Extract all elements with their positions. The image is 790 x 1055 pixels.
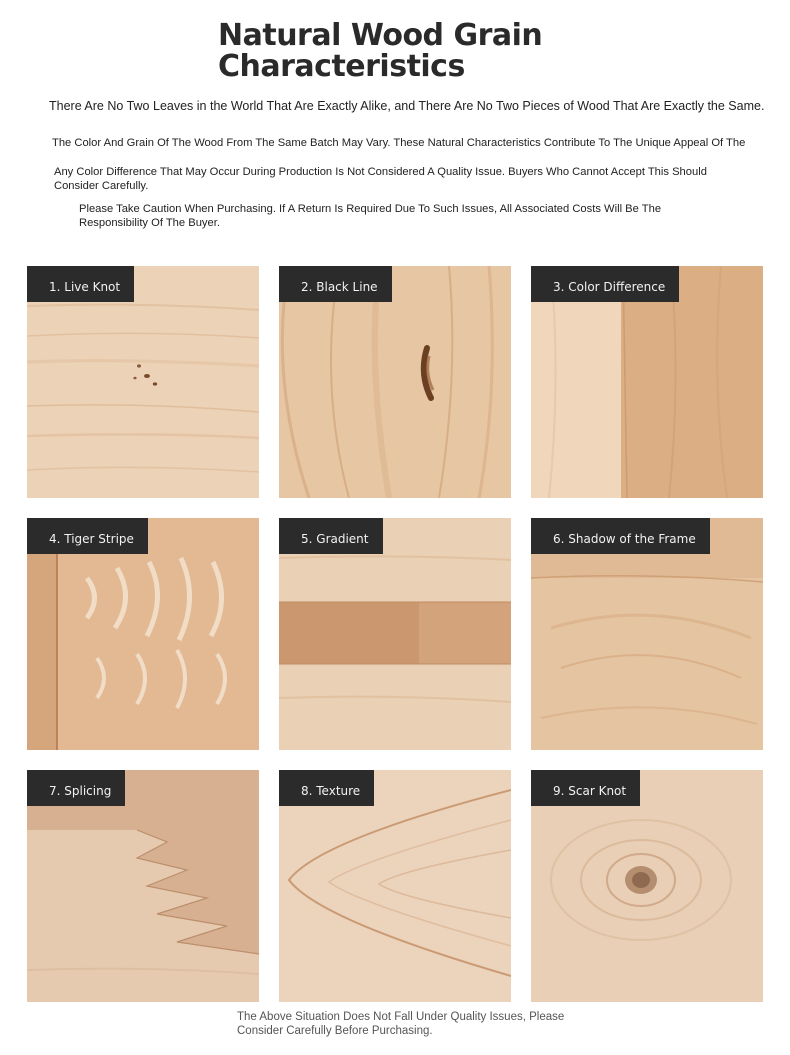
tile-label: 4. Tiger Stripe [27,518,148,554]
tile-tiger-stripe [27,518,259,750]
tile-texture [279,770,511,1002]
tile-label: 3. Color Difference [531,266,679,302]
tile-gradient [279,518,511,750]
tile-label: 6. Shadow of the Frame [531,518,710,554]
tile-label: 1. Live Knot [27,266,134,302]
tile-label: 9. Scar Knot [531,770,640,806]
tile-label: 7. Splicing [27,770,125,806]
intro-line-1: There Are No Two Leaves in the World That Are Exactly Alike, and There Are No Two Pieces of Wood That Are Exactly the Same. [49,99,765,113]
intro-line-3: Any Color Difference That May Occur During Production Is Not Considered A Quality Issue. Buyers Who Cannot Accept This Should Consider Carefully. [54,166,707,192]
tile-live-knot [27,266,259,498]
tile-scar-knot [531,770,763,1002]
intro-line-2: The Color And Grain Of The Wood From The Same Batch May Vary. These Natural Characteristics Contribute To The Unique Appeal Of The [52,137,746,149]
page-title: Natural Wood Grain Characteristics [218,18,543,84]
tile-label: 2. Black Line [279,266,392,302]
wood-sample-grid [27,266,763,1002]
tile-shadow-of-the-frame [531,518,763,750]
tile-color-difference [531,266,763,498]
tile-label: 8. Texture [279,770,374,806]
intro-line-4: Please Take Caution When Purchasing. If A Return Is Required Due To Such Issues, All Associated Costs Will Be The Responsibility Of The Buyer. [79,203,662,229]
footer-note: The Above Situation Does Not Fall Under Quality Issues, Please Consider Carefully Before Purchasing. [237,1011,565,1037]
tile-black-line [279,266,511,498]
tile-splicing [27,770,259,1002]
tile-label: 5. Gradient [279,518,383,554]
